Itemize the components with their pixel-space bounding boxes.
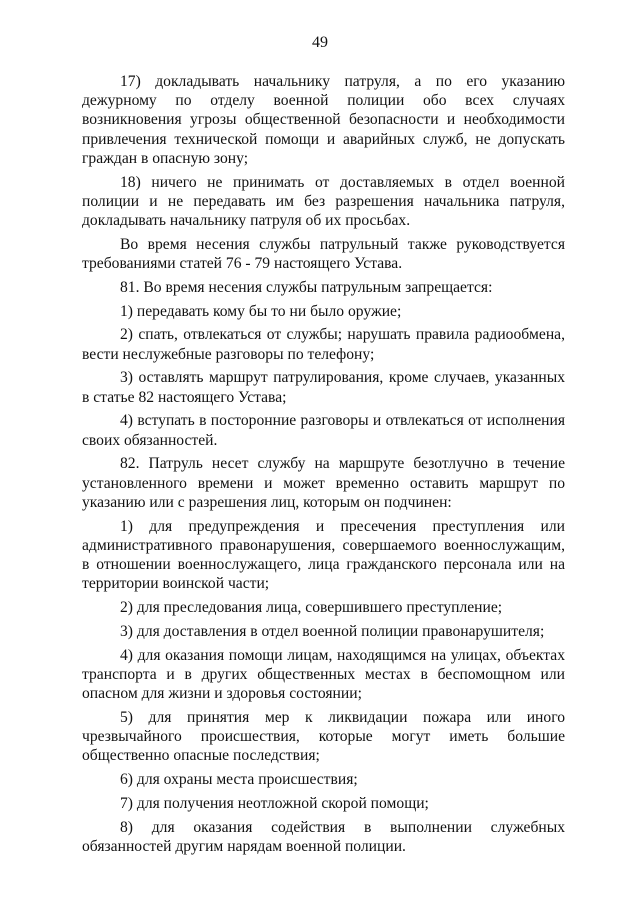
article-82-item-6: 6) для охраны места происшествия; <box>120 771 358 789</box>
article-82-item-2: 2) для преследования лица, совершившего преступление; <box>120 599 503 617</box>
document-body <box>82 72 565 861</box>
article-81-heading: 81. Во время несения службы патрульным запрещается: <box>120 278 493 296</box>
article-82-item-7: 7) для получения неотложной скорой помощи; <box>120 794 429 812</box>
article-82-item-1: 1) для предупреждения и пресечения преступления или административного правонарушения, совершаемого военнослужащим, в отношении военнослужащего, лица гражданского персонала или на территории воинской части; <box>82 517 565 593</box>
page-number: 49 <box>312 34 328 51</box>
article-82-item-3: 3) для доставления в отдел военной полиции правонарушителя; <box>120 622 545 640</box>
article-81-item-4: 4) вступать в посторонние разговоры и отвлекаться от исполнения своих обязанностей. <box>82 412 565 449</box>
paragraph-guidance: Во время несения службы патрульный также руководствуется требованиями статей 76 - 79 настоящего Устава. <box>82 235 565 273</box>
article-82-item-5: 5) для принятия мер к ликвидации пожара или иного чрезвычайного происшествия, которые могут иметь большие общественно опасные последствия; <box>82 708 565 765</box>
article-81-item-3: 3) оставлять маршрут патрулирования, кроме случаев, указанных в статье 82 настоящего Устава; <box>82 369 565 406</box>
article-81-item-1: 1) передавать кому бы то ни было оружие; <box>120 302 402 320</box>
article-81-item-2: 2) спать, отвлекаться от службы; нарушать правила радиообмена, вести неслужебные разговоры по телефону; <box>82 326 565 363</box>
article-82-item-4: 4) для оказания помощи лицам, находящимся на улицах, объектах транспорта и в других общественных местах в беспомощном или опасном для жизни и здоровья состоянии; <box>82 646 565 703</box>
paragraph-item-17: 17) докладывать начальнику патруля, а по его указанию дежурному по отделу военной полиции обо всех случаях возникновения угрозы общественной безопасности и необходимости привлечения технической помощи и аварийных служб, не допускать граждан в опасную зону; <box>82 73 565 167</box>
article-82-item-8: 8) для оказания содействия в выполнении служебных обязанностей другим нарядам военной полиции. <box>82 818 565 855</box>
paragraph-item-18: 18) ничего не принимать от доставляемых в отдел военной полиции и не передавать им без разрешения начальника патруля, докладывать начальнику патруля об их просьбах. <box>82 173 565 230</box>
article-82-heading: 82. Патруль несет службу на маршруте безотлучно в течение установленного времени и может временно оставить маршрут по указанию или с разрешения лиц, которым он подчинен: <box>82 455 565 511</box>
